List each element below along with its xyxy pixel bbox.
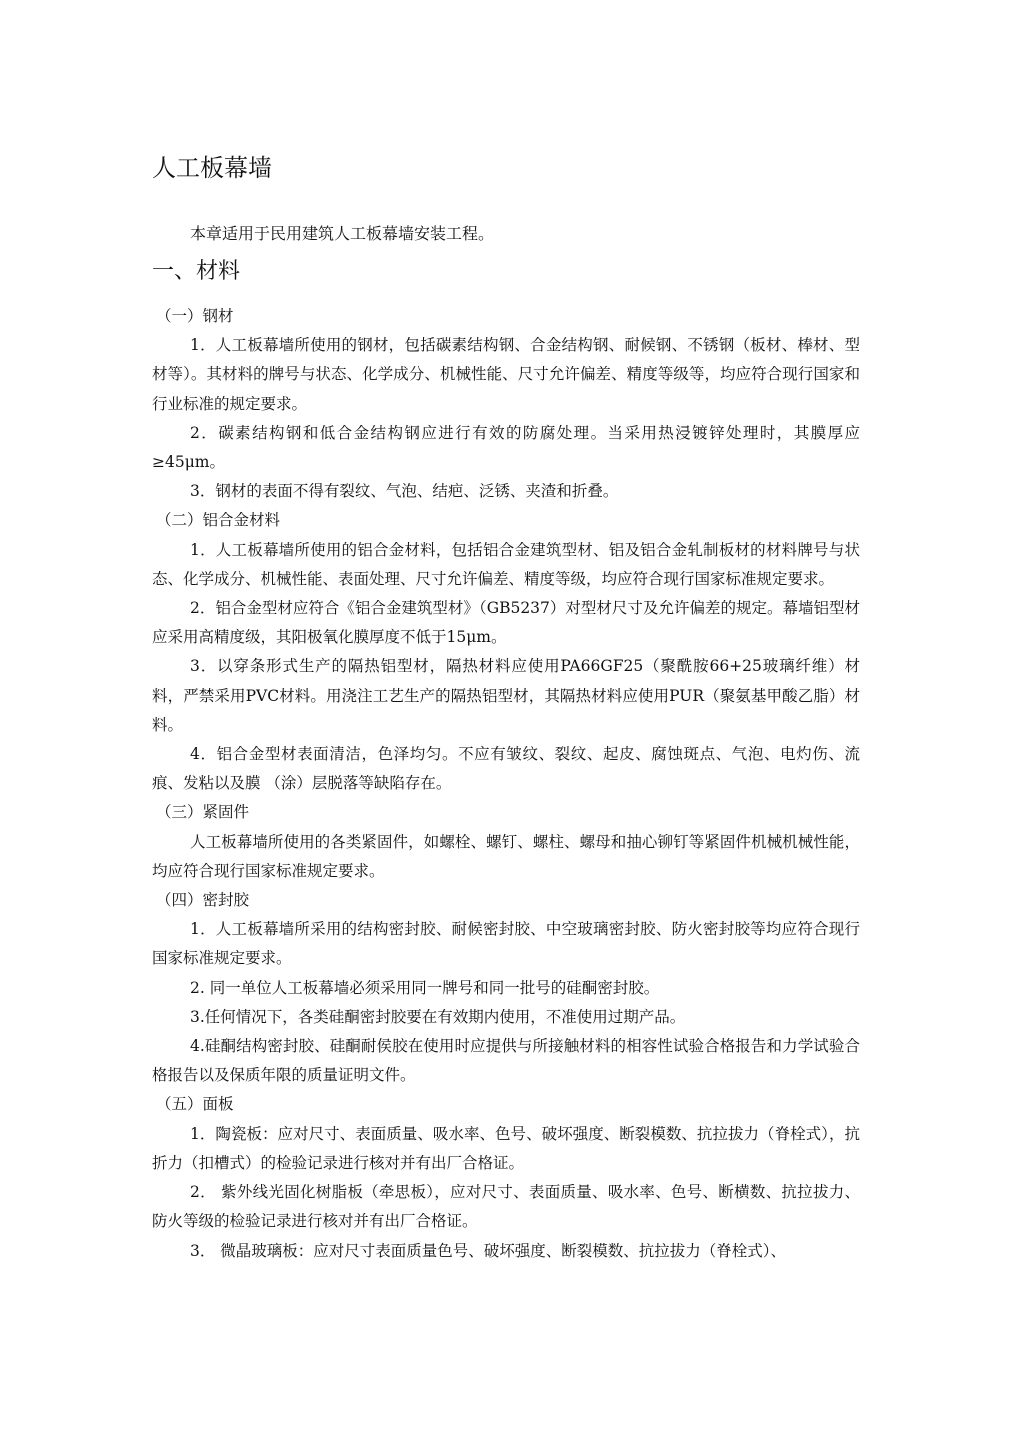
paragraph: 1．人工板幕墙所使用的钢材，包括碳素结构钢、合金结构钢、耐候钢、不锈钢（板材、棒材、型材等）。其材料的牌号与状态、化学成分、机械性能、尺寸允许偏差、精度等级等，均应符合现行国家和行业标准的规定要求。 xyxy=(152,336,860,413)
section-body xyxy=(152,302,860,1266)
paragraph: 3． 微晶玻璃板：应对尺寸表面质量色号、破坏强度、断裂模数、抗拉拔力（脊栓式）、 xyxy=(190,1241,787,1260)
subsection-heading-panels: （五）面板 xyxy=(156,1095,234,1114)
paragraph: 2. 同一单位人工板幕墙必须采用同一牌号和同一批号的硅酮密封胶。 xyxy=(190,978,660,997)
paragraph: 人工板幕墙所使用的各类紧固件，如螺栓、螺钉、螺柱、螺母和抽心铆钉等紧固件机械机械性能，均应符合现行国家标准规定要求。 xyxy=(152,832,860,880)
paragraph: 3．钢材的表面不得有裂纹、气泡、结疤、泛锈、夹渣和折叠。 xyxy=(190,482,619,501)
subsection-heading-fasteners: （三）紧固件 xyxy=(156,803,250,822)
paragraph: 3．以穿条形式生产的隔热铝型材，隔热材料应使用PA66GF25（聚酰胺66+25玻璃纤维）材料，严禁采用PVC材料。用浇注工艺生产的隔热铝型材，其隔热材料应使用PUR（聚氨基甲酸乙脂）材料。 xyxy=(152,657,860,734)
paragraph: 4．铝合金型材表面清洁，色泽均匀。不应有皱纹、裂纹、起皮、腐蚀斑点、气泡、电灼伤、流痕、发粘以及膜 （涂）层脱落等缺陷存在。 xyxy=(152,745,860,793)
paragraph: 2．碳素结构钢和低合金结构钢应进行有效的防腐处理。当采用热浸镀锌处理时，其膜厚应≥45μm。 xyxy=(152,423,860,472)
paragraph: 3.任何情况下，各类硅酮密封胶要在有效期内使用，不准使用过期产品。 xyxy=(190,1007,686,1026)
subsection-heading-sealant: （四）密封胶 xyxy=(156,891,250,910)
subsection-heading-steel: （一）钢材 xyxy=(156,307,234,325)
intro-paragraph: 本章适用于民用建筑人工板幕墙安装工程。 xyxy=(190,224,495,243)
paragraph: 2．铝合金型材应符合《铝合金建筑型材》（GB5237）对型材尺寸及允许偏差的规定。幕墙铝型材应采用高精度级，其阳极氧化膜厚度不低于15μm。 xyxy=(152,599,860,647)
section-heading-materials: 一、材料 xyxy=(152,259,241,284)
paragraph: 2． 紫外线光固化树脂板（牵思板），应对尺寸、表面质量、吸水率、色号、断横数、抗拉拔力、防火等级的检验记录进行核对并有出厂合格证。 xyxy=(152,1183,860,1231)
paragraph: 1．陶瓷板：应对尺寸、表面质量、吸水率、色号、破坏强度、断裂模数、抗拉拔力（脊栓式），抗折力（扣槽式）的检验记录进行核对并有出厂合格证。 xyxy=(152,1124,860,1172)
paragraph: 4.硅酮结构密封胶、硅酮耐侯胶在使用时应提供与所接触材料的相容性试验合格报告和力学试验合格报告以及保质年限的质量证明文件。 xyxy=(152,1037,860,1085)
subsection-heading-aluminum: （二）铝合金材料 xyxy=(156,511,281,530)
paragraph: 1．人工板幕墙所使用的铝合金材料，包括铝合金建筑型材、铝及铝合金轧制板材的材料牌号与状态、化学成分、机械性能、表面处理、尺寸允许偏差、精度等级，均应符合现行国家标准规定要求。 xyxy=(152,540,860,588)
paragraph: 1．人工板幕墙所采用的结构密封胶、耐候密封胶、中空玻璃密封胶、防火密封胶等均应符合现行国家标准规定要求。 xyxy=(152,920,860,968)
document-title: 人工板幕墙 xyxy=(152,154,272,182)
